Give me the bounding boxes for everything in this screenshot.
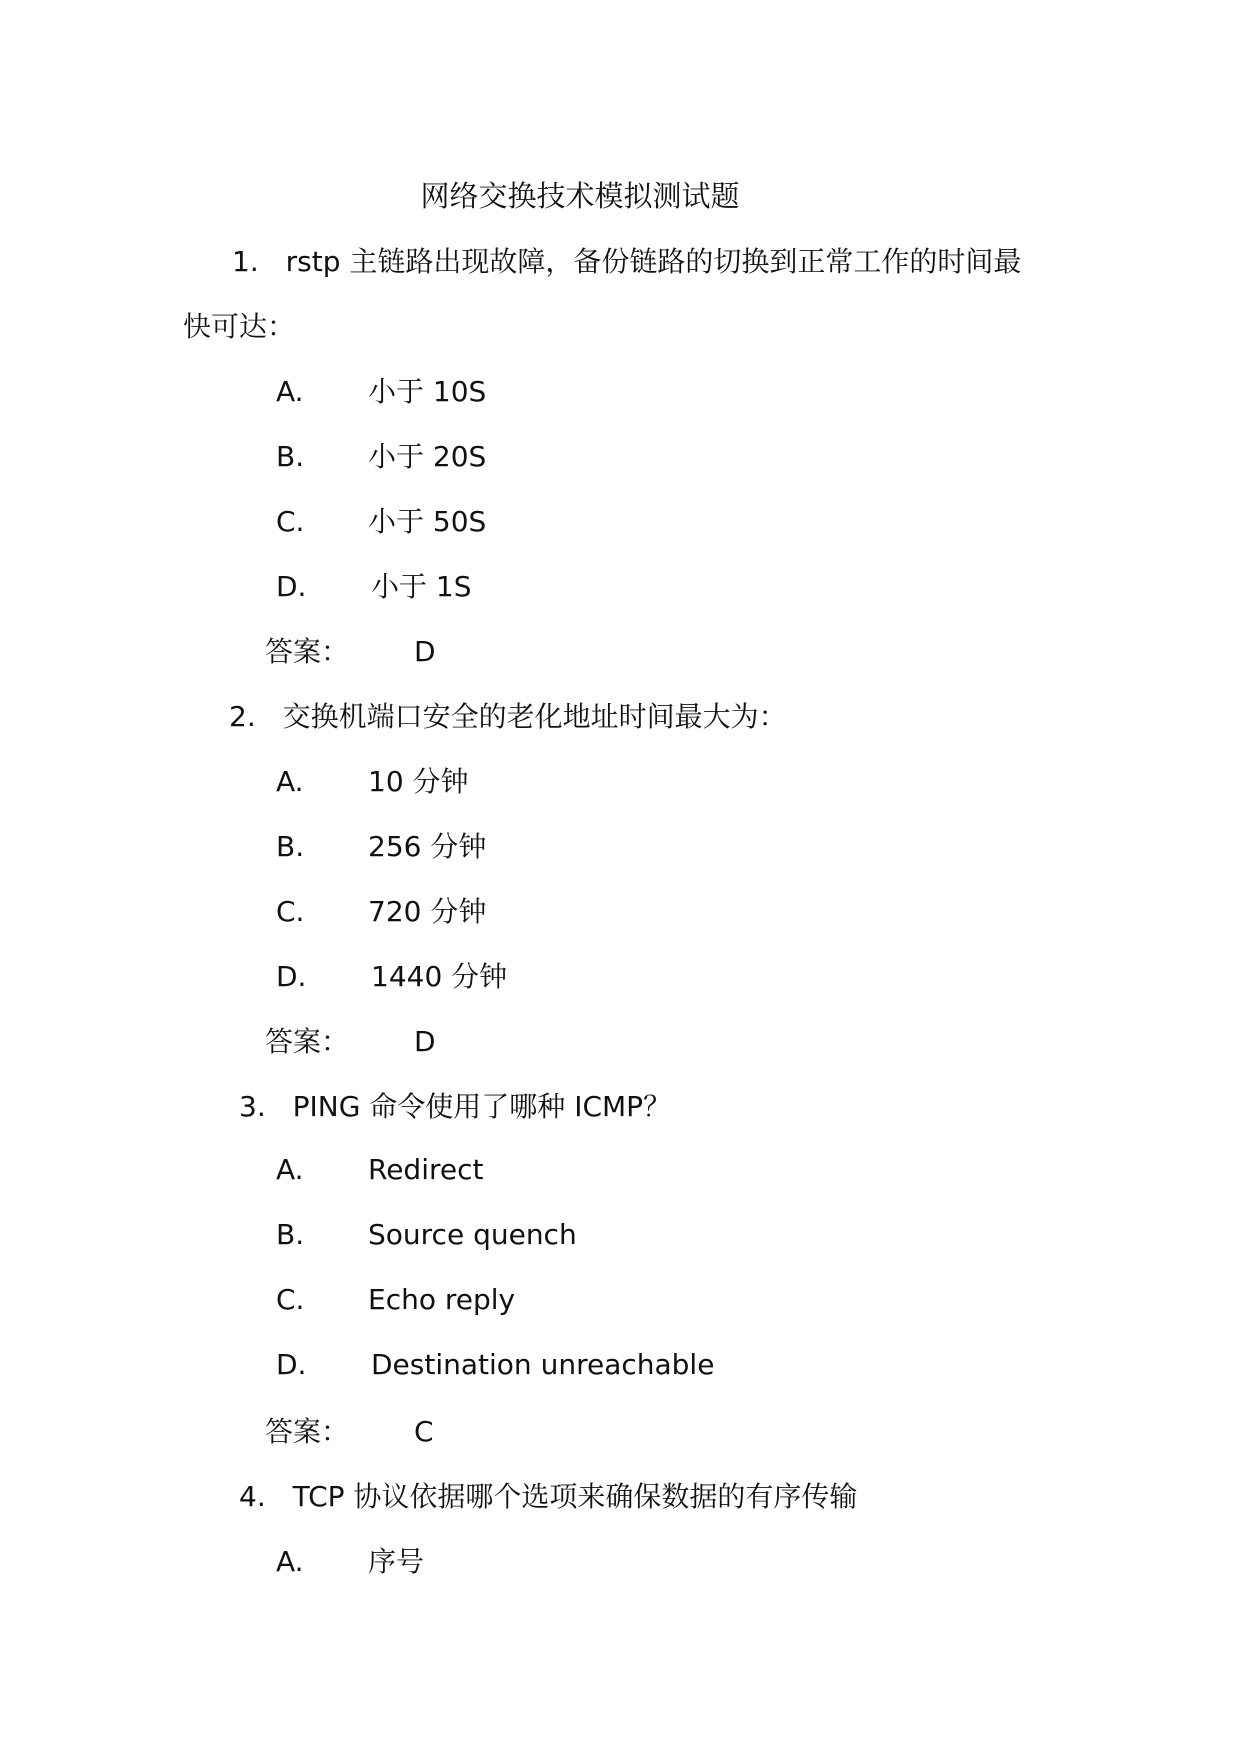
option-letter: C. [276,895,305,928]
option-letter: A. [276,765,304,798]
option-letter: D. [276,1348,307,1381]
question-text: 交换机端口安全的老化地址时间最大为： [282,700,787,733]
question-text: TCP 协议依据哪个选项来确保数据的有序传输 [292,1480,858,1513]
option-text: Redirect [368,1153,484,1186]
option-row [276,372,876,412]
option-letter: C. [276,505,305,538]
option-row [276,437,876,477]
answer-value: D [414,1025,436,1058]
answer-row [265,1412,665,1452]
question-number: 1. [232,245,259,278]
option-text: 10 分钟 [368,765,469,798]
option-row [276,567,876,607]
question-number: 2. [229,700,256,733]
answer-row [265,1022,665,1062]
option-row [276,762,876,802]
option-letter: A. [276,1153,304,1186]
question-4 [239,1477,857,1517]
question-3 [239,1087,671,1127]
option-text: 序号 [368,1545,425,1578]
option-row [276,957,876,997]
option-text: Destination unreachable [371,1348,715,1381]
option-text: 小于 20S [368,440,487,473]
option-row [276,502,876,542]
option-row [276,827,876,867]
answer-label: 答案： [265,1025,350,1058]
option-row [276,1280,876,1320]
question-1 [232,242,1021,282]
question-number: 4. [239,1480,266,1513]
option-text: 小于 1S [371,570,472,603]
question-1-continuation: 快可达： [183,310,296,343]
option-row [276,1345,876,1385]
answer-value: D [414,635,436,668]
answer-label: 答案： [265,635,350,668]
option-letter: D. [276,570,307,603]
question-number: 3. [239,1090,266,1123]
page-title: 网络交换技术模拟测试题 [420,179,740,213]
answer-label: 答案： [265,1415,350,1448]
option-text: Echo reply [368,1283,516,1316]
question-text: PING 命令使用了哪种 ICMP？ [292,1090,672,1123]
option-letter: B. [276,830,305,863]
option-letter: A. [276,375,304,408]
question-text: rstp 主链路出现故障，备份链路的切换到正常工作的时间最 [285,245,1022,278]
option-row [276,1215,876,1255]
option-row [276,1542,876,1582]
option-text: 256 分钟 [368,830,487,863]
option-row [276,1150,876,1190]
option-letter: B. [276,440,305,473]
question-2 [229,697,787,737]
option-letter: C. [276,1283,305,1316]
option-text: 小于 10S [368,375,487,408]
option-text: 1440 分钟 [371,960,508,993]
option-row [276,892,876,932]
option-text: Source quench [368,1218,577,1251]
answer-row [265,632,665,672]
answer-value: C [414,1415,434,1448]
option-letter: A. [276,1545,304,1578]
option-letter: B. [276,1218,305,1251]
option-letter: D. [276,960,307,993]
option-text: 小于 50S [368,505,487,538]
option-text: 720 分钟 [368,895,487,928]
